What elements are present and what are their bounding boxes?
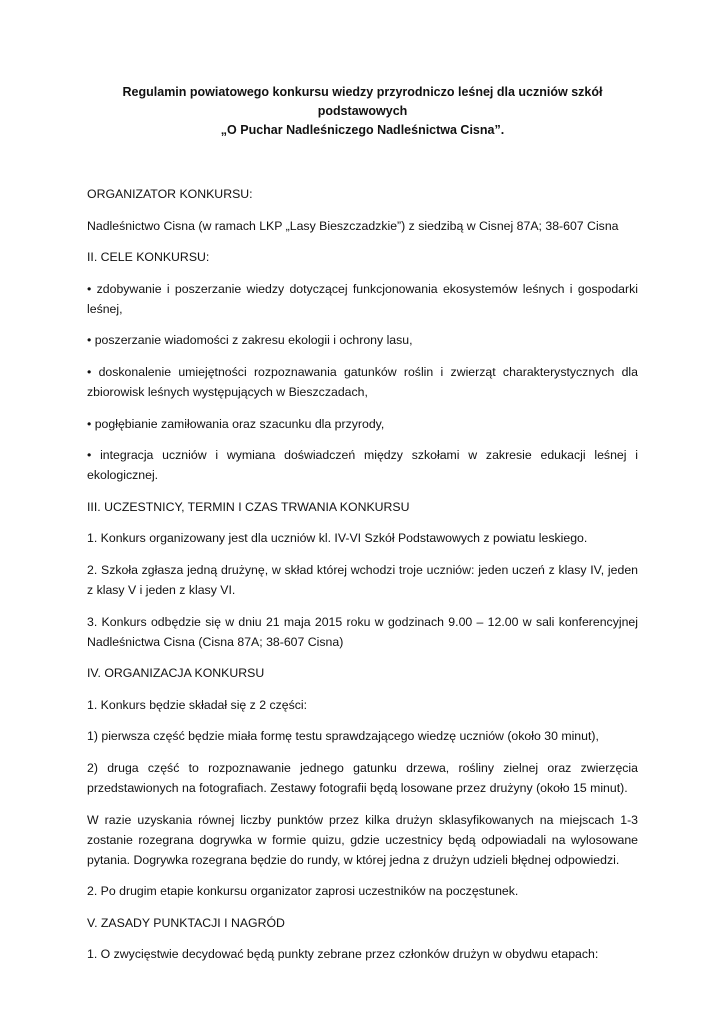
section-heading: II. CELE KONKURSU: bbox=[87, 250, 210, 265]
paragraph: 1. Konkurs organizowany jest dla uczniów kl. IV-VI Szkół Podstawowych z powiatu leskiego. bbox=[87, 531, 588, 546]
document-title bbox=[87, 83, 638, 140]
paragraph: • integracja uczniów i wymiana doświadczeń między szkołami w zakresie edukacji leśnej i ekologicznej. bbox=[87, 448, 638, 483]
paragraph: • zdobywanie i poszerzanie wiedzy dotyczącej funkcjonowania ekosystemów leśnych i gospodarki leśnej, bbox=[87, 281, 638, 316]
title-line-1: Regulamin powiatowego konkursu wiedzy przyrodniczo leśnej dla uczniów szkół podstawowych bbox=[122, 85, 603, 118]
section-heading: IV. ORGANIZACJA KONKURSU bbox=[87, 666, 265, 681]
paragraph: Nadleśnictwo Cisna (w ramach LKP „Lasy Bieszczadzkie”) z siedzibą w Cisnej 87A; 38-607 Cisna bbox=[87, 218, 619, 233]
paragraph: 1. O zwycięstwie decydować będą punkty zebrane przez członków drużyn w obydwu etapach: bbox=[87, 947, 599, 962]
paragraph: 2) druga część to rozpoznawanie jednego gatunku drzewa, rośliny zielnej oraz zwierzęcia przedstawionych na fotografiach. Zestawy fotografii będą losowane przez drużyny (około 15 minut). bbox=[87, 760, 638, 795]
paragraph: • doskonalenie umiejętności rozpoznawania gatunków roślin i zwierząt charakterystycznych dla zbiorowisk leśnych występujących w Bieszczadach, bbox=[87, 364, 638, 399]
title-line-2: „O Puchar Nadleśniczego Nadleśnictwa Cisna”. bbox=[220, 123, 505, 137]
section-heading: III. UCZESTNICY, TERMIN I CZAS TRWANIA KONKURSU bbox=[87, 499, 410, 514]
section-heading: ORGANIZATOR KONKURSU: bbox=[87, 187, 253, 201]
document-body bbox=[87, 184, 638, 964]
paragraph: 2. Szkoła zgłasza jedną drużynę, w skład której wchodzi troje uczniów: jeden uczeń z klasy IV, jeden z klasy V i jeden z klasy VI. bbox=[87, 562, 638, 597]
section-heading: V. ZASADY PUNKTACJI I NAGRÓD bbox=[87, 915, 285, 930]
paragraph: 2. Po drugim etapie konkursu organizator zaprosi uczestników na poczęstunek. bbox=[87, 884, 519, 899]
paragraph: • poszerzanie wiadomości z zakresu ekologii i ochrony lasu, bbox=[87, 333, 413, 348]
paragraph: 1. Konkurs będzie składał się z 2 części: bbox=[87, 697, 308, 712]
paragraph: • pogłębianie zamiłowania oraz szacunku dla przyrody, bbox=[87, 416, 385, 431]
paragraph: 1) pierwsza część będzie miała formę testu sprawdzającego wiedzę uczniów (około 30 minut), bbox=[87, 729, 599, 744]
paragraph: 3. Konkurs odbędzie się w dniu 21 maja 2015 roku w godzinach 9.00 – 12.00 w sali konferencyjnej Nadleśnictwa Cisna (Cisna 87A; 38-607 Cisna) bbox=[87, 614, 638, 649]
paragraph: W razie uzyskania równej liczby punktów przez kilka drużyn sklasyfikowanych na miejscach 1-3 zostanie rozegrana dogrywka w formie quizu, gdzie uczestnicy będą odpowiadali na wylosowane pytania. Dogrywka rozegrana będzie do rundy, w której jedna z drużyn udzieli błędnej odpowiedzi. bbox=[87, 812, 638, 867]
